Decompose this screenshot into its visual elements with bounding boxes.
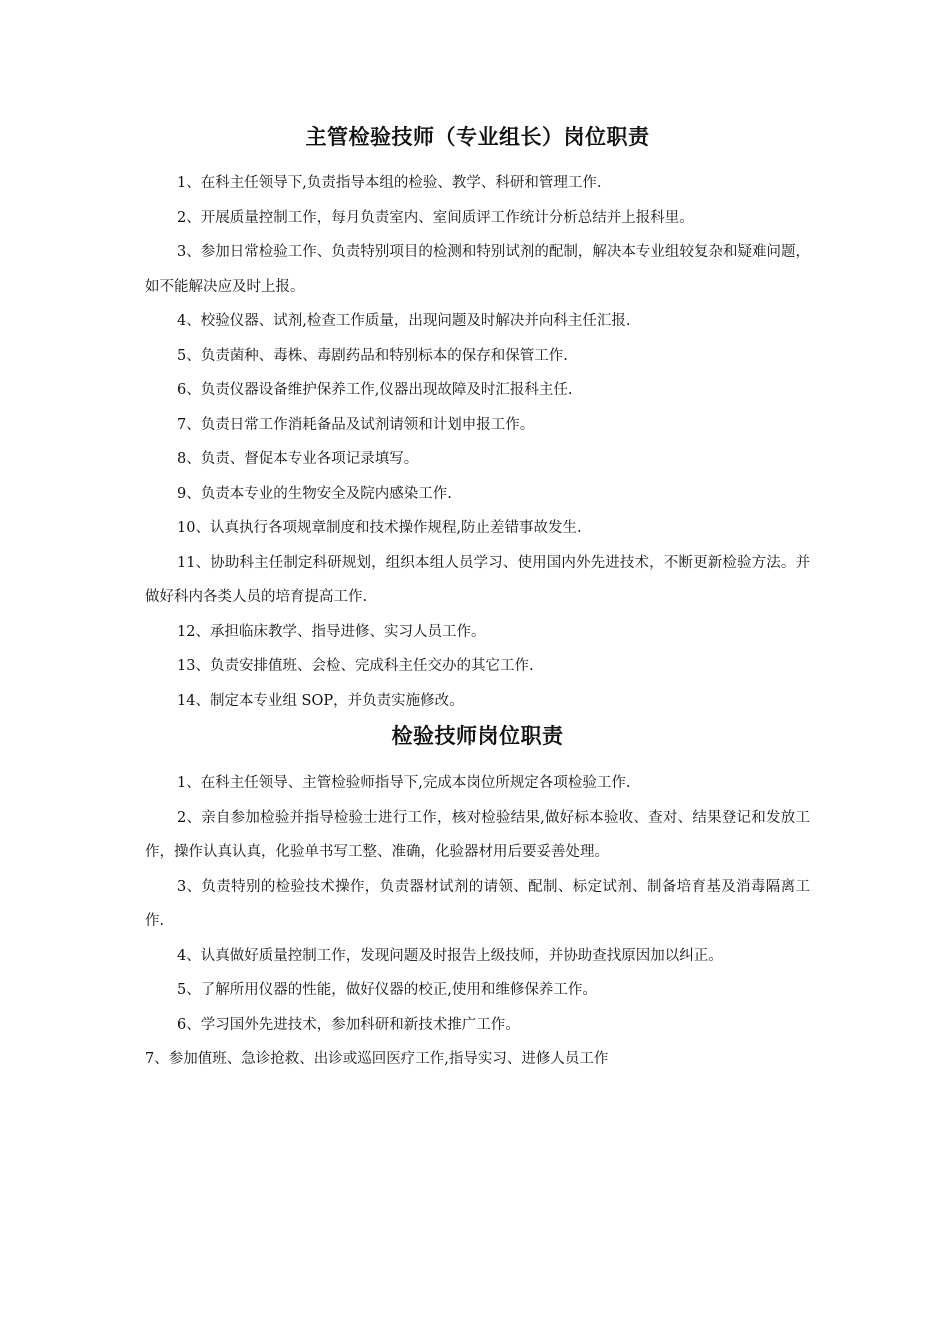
section1-item-8: 8、负责、督促本专业各项记录填写。 [177, 451, 419, 467]
section1-item-13: 13、负责安排值班、会检、完成科主任交办的其它工作. [177, 658, 534, 674]
section2-item-6: 6、学习国外先进技术，参加科研和新技术推广工作。 [177, 1016, 520, 1033]
section1-item-10: 10、认真执行各项规章制度和技术操作规程,防止差错事故发生. [177, 520, 582, 536]
section1-item-7: 7、负责日常工作消耗备品及试剂请领和计划申报工作。 [177, 416, 535, 433]
section1-item-4: 4、校验仪器、试剂,检查工作质量，出现问题及时解决并向科主任汇报. [177, 313, 631, 329]
section2-item-1: 1、在科主任领导、主管检验师指导下,完成本岗位所规定各项检验工作. [177, 775, 631, 791]
section2-title: 检验技师岗位职责 [391, 724, 564, 748]
section2-item-5: 5、了解所用仪器的性能，做好仪器的校正,使用和维修保养工作。 [177, 982, 597, 998]
section1-item-3: 3、参加日常检验工作、负责特别项目的检测和特别试剂的配制，解决本专业组较复杂和疑难问题，如不能解决应及时上报。 [145, 244, 810, 295]
document-content [145, 118, 810, 1077]
section2-item-2: 2、亲自参加检验并指导检验士进行工作，核对检验结果,做好标本验收、查对、结果登记和发放工作，操作认真认真，化验单书写工整、准确，化验器材用后要妥善处理。 [145, 809, 810, 860]
section1-item-5: 5、负责菌种、毒株、毒剧药品和特别标本的保存和保管工作. [177, 347, 568, 364]
section1-title: 主管检验技师（专业组长）岗位职责 [305, 125, 650, 149]
section1-item-1: 1、在科主任领导下,负责指导本组的检验、教学、科研和管理工作. [177, 175, 602, 191]
section2-item-3: 3、负责特别的检验技术操作，负责器材试剂的请领、配制、标定试剂、制备培育基及消毒隔离工作. [145, 878, 810, 929]
section1-item-6: 6、负责仪器设备维护保养工作,仪器出现故障及时汇报科主任. [177, 382, 573, 398]
section1-item-9: 9、负责本专业的生物安全及院内感染工作. [177, 485, 452, 502]
section1-item-12: 12、承担临床教学、指导进修、实习人员工作。 [177, 623, 486, 640]
section1-item-11: 11、协助科主任制定科研规划，组织本组人员学习、使用国内外先进技术，不断更新检验方法。并做好科内各类人员的培育提高工作. [145, 554, 810, 605]
section1-item-14: 14、制定本专业组 SOP，并负责实施修改。 [177, 692, 464, 709]
section2-item-7: 7、参加值班、急诊抢救、出诊或巡回医疗工作,指导实习、进修人员工作 [145, 1051, 609, 1067]
section2-item-4: 4、认真做好质量控制工作，发现问题及时报告上级技师，并协助查找原因加以纠正。 [177, 947, 723, 964]
section1-item-2: 2、开展质量控制工作，每月负责室内、室间质评工作统计分析总结并上报科里。 [177, 209, 694, 226]
